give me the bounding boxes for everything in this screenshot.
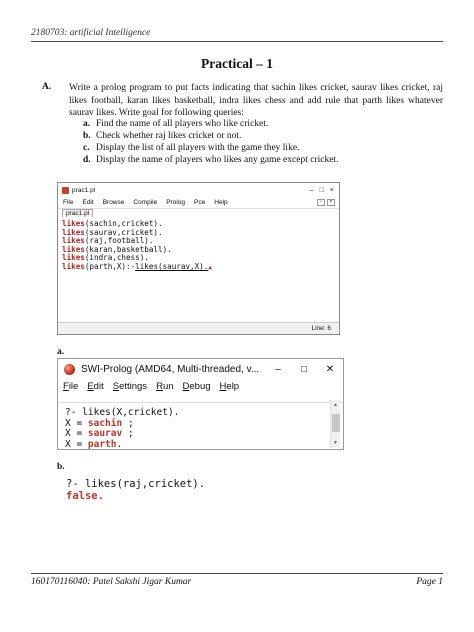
- query-line: ?- likes(X,cricket).: [65, 407, 180, 418]
- sub-question-b: [83, 131, 241, 141]
- query-b-output: [66, 479, 205, 502]
- question-text: Write a prolog program to put facts indicating that sachin likes cricket, saurav likes cricket, raj likes football, karan likes basketball, indra likes chess and add rule that parth likes whatever saurav likes. Write goal for following queries:: [69, 83, 443, 119]
- prolog-editor-window: [57, 182, 340, 335]
- sub-question-text: Check whether raj likes cricket or not.: [96, 131, 242, 141]
- menu-help[interactable]: Help: [214, 199, 228, 206]
- page-header: 2180703: artificial Intelligence: [31, 28, 151, 38]
- menu-pce[interactable]: Pce: [194, 199, 206, 206]
- window-controls: [265, 364, 343, 375]
- menu-help[interactable]: Help: [219, 380, 240, 392]
- menu-edit[interactable]: Edit: [87, 380, 104, 392]
- swipl-logo-icon: [64, 364, 75, 375]
- swipl-console-window: [57, 358, 344, 450]
- sub-question-letter: d.: [83, 155, 91, 165]
- menu-compile[interactable]: Compile: [133, 199, 158, 206]
- label-a: a.: [57, 347, 65, 357]
- close-icon[interactable]: ×: [329, 186, 334, 194]
- code-line: likes(saurav,cricket).: [62, 227, 163, 237]
- scroll-down-icon[interactable]: ▼: [333, 440, 338, 446]
- maximize-icon[interactable]: □: [300, 363, 308, 375]
- sub-question-d: [83, 155, 338, 165]
- swipl-menubar: [58, 379, 343, 393]
- rule-body: likes(saurav,X).: [135, 261, 209, 271]
- sub-question-letter: b.: [83, 131, 91, 141]
- footer-author: 160170116040: Patel Sakshi Jigar Kumar: [31, 577, 192, 587]
- footer-rule: [31, 573, 443, 574]
- maximize-icon[interactable]: □: [319, 186, 324, 194]
- menu-debug[interactable]: Debug: [182, 380, 211, 392]
- header-rule: [31, 41, 443, 42]
- result-line: X = parth.: [65, 438, 123, 450]
- prolog-file-icon: [62, 187, 69, 194]
- sub-question-a: [83, 119, 268, 129]
- label-b: b.: [57, 462, 65, 472]
- practical-title: Practical – 1: [201, 56, 273, 71]
- scroll-thumb[interactable]: [332, 414, 340, 432]
- sub-question-letter: a.: [83, 119, 91, 129]
- code-line: likes(sachin,cricket).: [62, 219, 163, 228]
- cursor-marker-icon: ▲: [208, 263, 212, 271]
- menu-prolog[interactable]: Prolog: [166, 199, 186, 206]
- sub-question-c: [83, 143, 299, 153]
- menu-settings[interactable]: Settings: [112, 380, 148, 392]
- code-line-rule: likes(parth,X):-likes(saurav,X).▲: [62, 261, 212, 271]
- sub-question-text: Display the name of players who likes any game except cricket.: [96, 155, 339, 165]
- editor-title: prac1.pl: [72, 186, 96, 194]
- close-icon[interactable]: ✕: [325, 363, 335, 375]
- result-line: X = saurav ;: [65, 428, 134, 439]
- code-line: likes(karan,basketball).: [62, 244, 172, 254]
- menu-divider: [58, 393, 343, 403]
- menu-run[interactable]: Run: [156, 380, 174, 392]
- result-line: X = sachin ;: [65, 417, 134, 429]
- scroll-up-icon[interactable]: ▲: [333, 402, 338, 408]
- close-pane-icon[interactable]: ×: [327, 199, 335, 206]
- editor-titlebar: [58, 183, 339, 197]
- editor-status-bar: Line: 6: [58, 322, 339, 334]
- editor-tabbar: [58, 209, 339, 219]
- pane-controls: [317, 199, 339, 206]
- vertical-scrollbar[interactable]: [330, 400, 340, 448]
- page-number: Page 1: [416, 577, 443, 587]
- code-line: likes(indra,chess).: [62, 253, 149, 263]
- query-line: ?- likes(raj,cricket).: [66, 478, 206, 490]
- swipl-console-output[interactable]: [65, 408, 179, 450]
- sub-question-text: Find the name of all players who like cricket.: [96, 119, 269, 129]
- menu-browse[interactable]: Browse: [102, 199, 125, 206]
- question-letter: A.: [42, 82, 52, 92]
- swipl-titlebar: [58, 359, 343, 379]
- editor-code[interactable]: [62, 220, 212, 273]
- code-line: likes(raj,football).: [62, 236, 154, 246]
- minimize-icon[interactable]: –: [275, 363, 281, 375]
- menu-file[interactable]: File: [63, 199, 74, 206]
- window-controls: [310, 187, 339, 194]
- editor-menubar: [58, 197, 339, 209]
- restore-icon[interactable]: ▫: [317, 199, 325, 206]
- menu-file[interactable]: File: [63, 380, 79, 392]
- swipl-title: SWI-Prolog (AMD64, Multi-threaded, v...: [81, 363, 260, 375]
- menu-edit[interactable]: Edit: [82, 199, 94, 206]
- tab-prac1[interactable]: prac1.pl: [62, 209, 93, 217]
- sub-question-letter: c.: [83, 143, 90, 153]
- sub-question-text: Display the list of all players with the game they like.: [96, 143, 300, 153]
- result-false: false.: [66, 489, 104, 502]
- minimize-icon[interactable]: –: [309, 186, 314, 194]
